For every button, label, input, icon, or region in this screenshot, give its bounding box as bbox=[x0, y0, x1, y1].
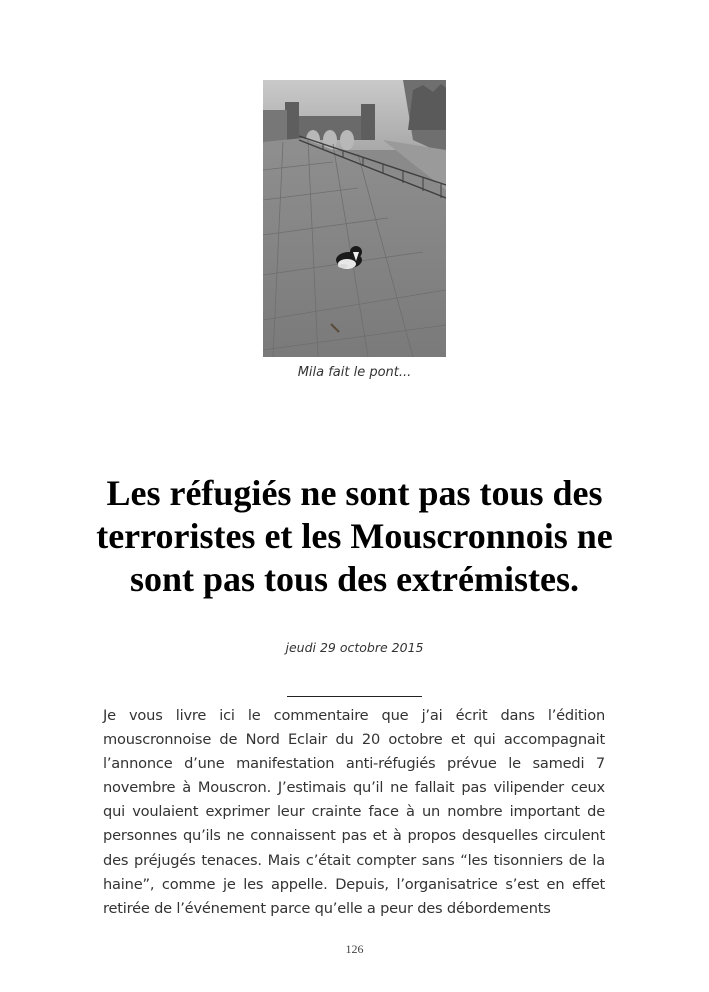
article-body: Je vous livre ici le commentaire que j’ai écrit dans l’édition mouscronnoise de Nord Eclair du 20 octobre et qui accompagnait l’annonce d’une manifestation anti-réfugiés prévue le samedi 7 novembre à Mouscron. J’estimais qu’il ne fallait pas vilipender ceux qui voulaient exprimer leur crainte face à un nombre important de personnes qu’ils ne connaissent pas et à propos desquelles circulent des préjugés tenaces. Mais c’était compter sans “les tisonniers de la haine”, comme je les appelle. Depuis, l’organisatrice s’est en effet retirée de l’événement parce qu’elle a peur des débordements bbox=[103, 707, 605, 917]
photo-caption: Mila fait le pont... bbox=[297, 365, 412, 380]
dog-on-bridge-photo bbox=[263, 80, 446, 357]
article-title: Les réfugiés ne sont pas tous des terroristes et les Mouscronnois ne sont pas tous des extrémistes. bbox=[96, 473, 613, 599]
page-number: 126 bbox=[345, 942, 364, 956]
article-date: jeudi 29 octobre 2015 bbox=[285, 640, 424, 655]
separator-rule bbox=[287, 696, 422, 697]
